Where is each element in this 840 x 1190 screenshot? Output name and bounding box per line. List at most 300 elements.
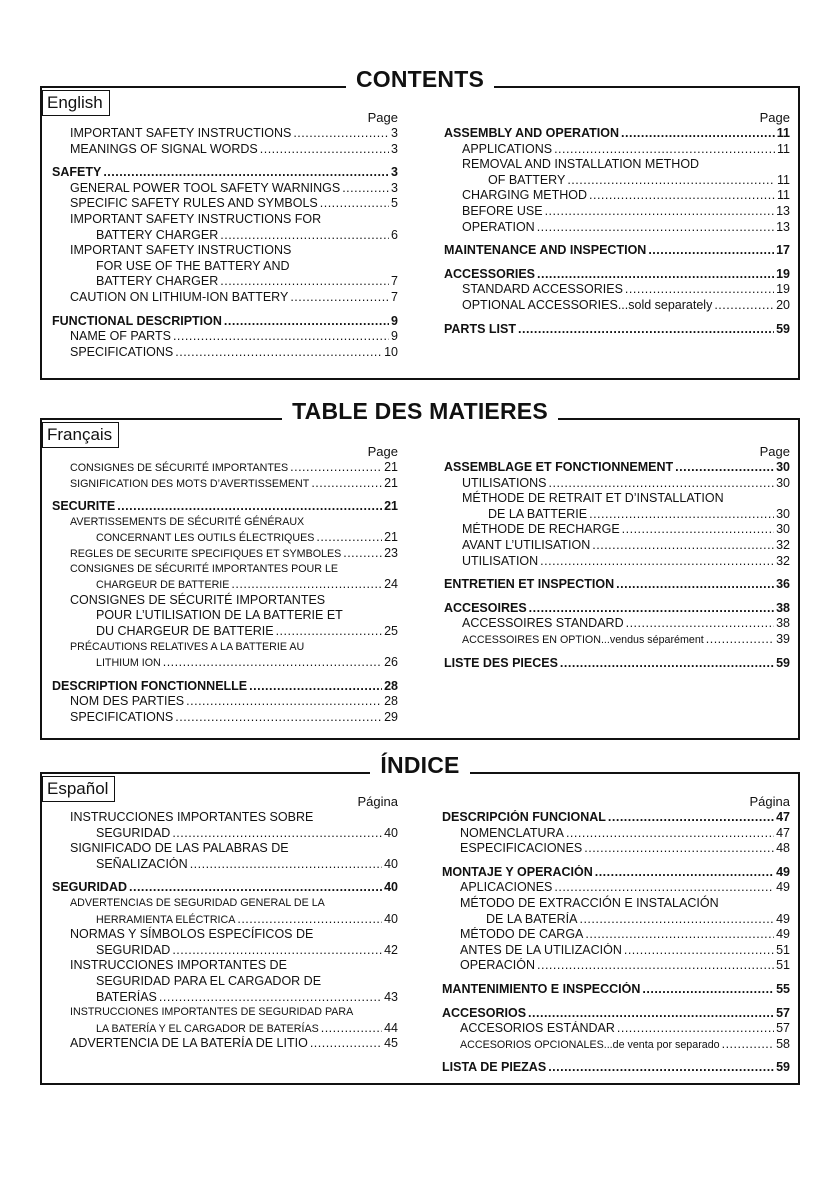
toc-page-number: 13	[776, 203, 790, 218]
toc-page-number: 19	[776, 266, 790, 281]
dot-leader	[566, 826, 774, 842]
toc-page-number: 3	[391, 180, 398, 195]
dot-leader	[642, 982, 774, 998]
toc-entry[interactable]	[52, 826, 398, 842]
toc-page-number: 38	[776, 616, 790, 631]
toc-entry-label: OF BATTERY	[488, 172, 566, 187]
toc-entry[interactable]	[52, 499, 398, 515]
toc-entry[interactable]	[444, 322, 790, 338]
toc-entry-text: CONSIGNES DE SÉCURITÉ IMPORTANTES	[70, 592, 326, 607]
toc-page-number: 51	[776, 942, 790, 957]
toc-gap	[442, 998, 790, 1006]
toc-entry-text: SEGURIDAD PARA EL CARGADOR DE	[96, 973, 322, 988]
toc-page-number: 24	[384, 577, 398, 592]
toc-entry-label: LISTA DE PIEZAS	[442, 1060, 547, 1075]
toc-entry[interactable]	[52, 912, 398, 928]
toc-entry[interactable]	[444, 632, 790, 648]
toc-page-number: 21	[384, 475, 398, 490]
toc-entry[interactable]	[444, 298, 790, 314]
dot-leader	[175, 345, 382, 361]
toc-entry-label: ACCESORIOS	[442, 1005, 527, 1020]
dot-leader	[537, 267, 774, 283]
dot-leader	[159, 990, 382, 1006]
toc-entry[interactable]	[444, 554, 790, 570]
toc-entry-label: ACCESSOIRES STANDARD	[462, 616, 624, 631]
toc-entry[interactable]	[52, 460, 398, 476]
toc-entry-text: INSTRUCCIONES IMPORTANTES DE	[70, 958, 287, 973]
dot-leader	[537, 958, 774, 974]
toc-entry-label: DE LA BATTERIE	[488, 506, 588, 521]
toc-entry[interactable]	[52, 530, 398, 546]
toc-entry[interactable]	[444, 460, 790, 476]
toc-entry[interactable]	[442, 1037, 790, 1053]
dot-leader	[589, 188, 775, 204]
toc-page-number: 48	[776, 841, 790, 856]
toc-entry-label: ACCESSOIRES EN OPTION...vendus séparément	[462, 633, 704, 646]
toc-entry-text: NORMAS Y SÍMBOLOS ESPECÍFICOS DE	[70, 927, 314, 942]
toc-entry[interactable]	[52, 196, 398, 212]
toc-page-number: 3	[391, 141, 398, 156]
toc-page-number: 42	[384, 942, 398, 957]
toc-page-number: 49	[776, 927, 790, 942]
dot-leader	[237, 912, 382, 928]
toc-entry[interactable]	[444, 267, 790, 283]
toc-entry-label: SEGURIDAD	[52, 880, 128, 895]
toc-left-column	[52, 110, 398, 360]
toc-entry-label: CHARGEUR DE BATTERIE	[96, 579, 230, 592]
dot-leader	[186, 694, 382, 710]
dot-leader	[190, 857, 382, 873]
toc-page-number: 11	[777, 188, 790, 203]
toc-entry-label: DESCRIPCIÓN FUNCIONAL	[442, 810, 606, 824]
toc-entry[interactable]	[444, 538, 790, 554]
toc-page-number: 10	[384, 344, 398, 359]
toc-right-column	[442, 794, 790, 1076]
toc-entry[interactable]	[444, 188, 790, 204]
toc-page-number: 30	[776, 460, 790, 474]
toc-right-column	[444, 444, 790, 671]
toc-entry[interactable]	[442, 826, 790, 842]
toc-page-number: 59	[776, 655, 790, 670]
toc-entry[interactable]	[52, 624, 398, 640]
toc-entry[interactable]	[442, 1021, 790, 1037]
toc-entry-label: ASSEMBLAGE ET FONCTIONNEMENT	[444, 460, 674, 474]
section-title: CONTENTS	[346, 66, 494, 92]
toc-page-number: 6	[391, 227, 398, 242]
dot-leader	[624, 943, 774, 959]
toc-entry[interactable]	[52, 165, 398, 181]
toc-entry-list	[52, 460, 398, 726]
toc-entry[interactable]	[52, 274, 398, 290]
toc-entry-label: APLICACIONES	[460, 880, 553, 895]
dot-leader	[276, 624, 383, 640]
section-francais	[40, 398, 800, 740]
page-column-header: Page	[367, 444, 398, 459]
dot-leader	[311, 476, 382, 492]
toc-page-number: 17	[776, 243, 790, 258]
toc-page-number: 20	[776, 297, 790, 312]
toc-entry-label: ACCESOIRES	[444, 600, 527, 615]
toc-entry-label: BATTERY CHARGER	[96, 227, 219, 242]
dot-leader	[320, 196, 389, 212]
toc-page-number: 49	[776, 864, 790, 879]
toc-page-number: 49	[776, 911, 790, 926]
toc-left-column	[52, 444, 398, 726]
toc-page-number: 40	[384, 911, 398, 926]
toc-entry-label: NAME OF PARTS	[70, 329, 171, 344]
toc-gap	[52, 491, 398, 499]
dot-leader	[675, 460, 774, 476]
dot-leader	[220, 228, 389, 244]
dot-leader	[343, 546, 382, 562]
dot-leader	[220, 274, 389, 290]
toc-entry[interactable]	[442, 912, 790, 928]
toc-entry[interactable]	[444, 220, 790, 236]
toc-right-column	[444, 110, 790, 337]
toc-entry-list	[52, 126, 398, 360]
language-label: Français	[42, 422, 119, 448]
dot-leader	[622, 522, 774, 538]
toc-entry-label: ACCESORIOS ESTÁNDAR	[460, 1021, 615, 1036]
toc-entry[interactable]	[52, 710, 398, 726]
dot-leader	[290, 460, 382, 476]
toc-entry-label: IMPORTANT SAFETY INSTRUCTIONS	[70, 126, 292, 140]
toc-entry-label: OPERATION	[462, 219, 535, 234]
toc-entry[interactable]	[52, 694, 398, 710]
toc-entry[interactable]	[444, 507, 790, 523]
toc-left-column	[52, 794, 398, 1052]
dot-leader	[554, 142, 775, 158]
toc-entry-label: SECURITE	[52, 499, 116, 514]
toc-entry[interactable]	[52, 345, 398, 361]
toc-entry[interactable]	[52, 142, 398, 158]
section-english	[40, 66, 800, 380]
toc-entry-label: ESPECIFICACIONES	[460, 841, 583, 856]
toc-page-number: 44	[384, 1020, 398, 1035]
toc-page-number: 47	[776, 825, 790, 840]
toc-entry[interactable]	[52, 314, 398, 330]
toc-page-number: 11	[777, 172, 790, 187]
toc-entry-text: AVERTISSEMENTS DE SÉCURITÉ GÉNÉRAUX	[70, 515, 305, 528]
toc-page-number: 26	[384, 655, 398, 670]
dot-leader	[592, 538, 774, 554]
toc-entry-label: MÉTHODE DE RECHARGE	[462, 522, 620, 537]
dot-leader	[129, 880, 382, 896]
toc-entry[interactable]	[52, 126, 398, 142]
toc-page-number: 13	[776, 219, 790, 234]
toc-page-number: 3	[391, 165, 398, 180]
toc-entry-label: APPLICATIONS	[462, 141, 553, 156]
dot-leader	[621, 126, 775, 142]
dot-leader	[626, 616, 774, 632]
toc-page-number: 29	[384, 709, 398, 724]
toc-page-number: 7	[391, 289, 398, 304]
toc-page-number: 30	[776, 506, 790, 521]
toc-page-number: 58	[776, 1036, 790, 1051]
toc-entry-list	[444, 126, 790, 337]
toc-entry[interactable]	[442, 1060, 790, 1076]
toc-gap	[444, 569, 790, 577]
page-column-header: Page	[367, 110, 398, 125]
dot-leader	[172, 943, 382, 959]
dot-leader	[579, 912, 774, 928]
toc-entry[interactable]	[52, 181, 398, 197]
toc-entry-text: IMPORTANT SAFETY INSTRUCTIONS FOR	[70, 211, 322, 226]
toc-page-number: 40	[384, 825, 398, 840]
toc-entry-label: HERRAMIENTA ELÉCTRICA	[96, 913, 236, 926]
toc-entry[interactable]	[52, 1021, 398, 1037]
toc-page-number: 49	[776, 880, 790, 895]
toc-entry[interactable]	[52, 679, 398, 695]
toc-entry[interactable]	[52, 880, 398, 896]
dot-leader	[293, 126, 389, 142]
toc-page-number: 55	[776, 981, 790, 996]
dot-leader	[249, 679, 382, 695]
toc-entry-label: SEGURIDAD	[96, 942, 171, 957]
toc-entry-label: CAUTION ON LITHIUM-ION BATTERY	[70, 289, 289, 304]
toc-entry[interactable]	[444, 173, 790, 189]
section-title: ÍNDICE	[370, 752, 469, 778]
toc-entry-label: SEGURIDAD	[96, 825, 171, 840]
toc-page-number: 7	[391, 274, 398, 289]
toc-page-number: 57	[776, 1005, 790, 1020]
toc-page-number: 57	[776, 1021, 790, 1036]
toc-page-number: 28	[384, 694, 398, 709]
toc-entry-label: UTILISATION	[462, 553, 539, 568]
toc-entry-label: DESCRIPTION FONCTIONNELLE	[52, 678, 248, 693]
dot-leader	[608, 810, 774, 826]
dot-leader	[518, 322, 774, 338]
toc-entry-text: INSTRUCCIONES IMPORTANTES DE SEGURIDAD PARA	[70, 1006, 354, 1019]
toc-entry[interactable]	[442, 865, 790, 881]
toc-entry-label: FUNCTIONAL DESCRIPTION	[52, 313, 222, 328]
toc-entry-label: UTILISATIONS	[462, 475, 547, 490]
toc-entry-label: DU CHARGEUR DE BATTERIE	[96, 623, 274, 638]
toc-page-number: 30	[776, 522, 790, 537]
toc-entry-label: LA BATERÍA Y EL CARGADOR DE BATERÍAS	[96, 1022, 319, 1035]
toc-page-number: 5	[391, 196, 398, 211]
language-label: Español	[42, 776, 115, 802]
toc-entry-label: BATTERY CHARGER	[96, 274, 219, 289]
toc-entry-text: IMPORTANT SAFETY INSTRUCTIONS	[70, 243, 292, 258]
dot-leader	[172, 826, 382, 842]
toc-entry-list	[442, 810, 790, 1076]
toc-entry-label: PARTS LIST	[444, 321, 516, 336]
toc-entry-label: SPECIFICATIONS	[70, 709, 174, 724]
toc-page-number: 59	[776, 1060, 790, 1075]
toc-page-number: 23	[384, 545, 398, 560]
toc-page-number: 19	[776, 282, 790, 297]
toc-entry[interactable]	[444, 476, 790, 492]
toc-entry-label: ADVERTENCIA DE LA BATERÍA DE LITIO	[70, 1036, 308, 1051]
toc-entry[interactable]	[52, 577, 398, 593]
dot-leader	[714, 298, 774, 314]
toc-entry-label: BATERÍAS	[96, 989, 157, 1004]
toc-entry[interactable]	[444, 126, 790, 142]
toc-page-number: 9	[391, 329, 398, 344]
dot-leader	[584, 841, 774, 857]
section-title: TABLE DES MATIERES	[282, 398, 558, 424]
dot-leader	[545, 204, 775, 220]
toc-entry-label: MEANINGS OF SIGNAL WORDS	[70, 141, 258, 156]
section-heading	[42, 66, 798, 93]
toc-entry[interactable]	[52, 943, 398, 959]
toc-entry-label: ACCESORIOS OPCIONALES...de venta por separado	[460, 1038, 720, 1051]
toc-entry[interactable]	[52, 228, 398, 244]
toc-page-number: 59	[776, 321, 790, 336]
toc-page-number: 32	[776, 537, 790, 552]
dot-leader	[260, 142, 389, 158]
dot-leader	[321, 1021, 382, 1037]
toc-page-number: 25	[384, 623, 398, 638]
dot-leader	[548, 1060, 774, 1076]
section-espanol	[40, 752, 800, 1085]
toc-entry-label: MAINTENANCE AND INSPECTION	[444, 243, 647, 258]
dot-leader	[567, 173, 775, 189]
toc-page-number: 38	[776, 600, 790, 615]
toc-entry-label: SPECIFICATIONS	[70, 344, 174, 359]
toc-page-number: 11	[776, 126, 790, 140]
toc-entry-text: REMOVAL AND INSTALLATION METHOD	[462, 157, 700, 172]
toc-entry[interactable]	[52, 1036, 398, 1052]
toc-entry[interactable]	[444, 243, 790, 259]
toc-entry[interactable]	[442, 927, 790, 943]
toc-entry-text: FOR USE OF THE BATTERY AND	[96, 258, 290, 273]
toc-gap	[444, 235, 790, 243]
toc-entry[interactable]	[52, 546, 398, 562]
toc-entry[interactable]	[52, 476, 398, 492]
toc-page-number: 30	[776, 475, 790, 490]
toc-page-number: 3	[391, 126, 398, 140]
page-column-header: Página	[749, 794, 790, 809]
toc-entry[interactable]	[442, 958, 790, 974]
toc-entry[interactable]	[52, 857, 398, 873]
toc-entry-list	[444, 460, 790, 671]
dot-leader	[528, 1006, 774, 1022]
toc-entry-text: POUR L’UTILISATION DE LA BATTERIE ET	[96, 608, 343, 623]
toc-entry-text: SIGNIFICADO DE LAS PALABRAS DE	[70, 841, 289, 856]
toc-page-number: 21	[384, 460, 398, 474]
toc-entry[interactable]	[444, 577, 790, 593]
toc-page-number: 51	[776, 958, 790, 973]
toc-entry[interactable]	[52, 290, 398, 306]
toc-entry[interactable]	[444, 142, 790, 158]
dot-leader	[589, 507, 774, 523]
section-heading	[42, 398, 798, 425]
toc-entry[interactable]	[442, 810, 790, 826]
dot-leader	[625, 282, 774, 298]
toc-entry[interactable]	[444, 616, 790, 632]
toc-entry-text: MÉTODO DE EXTRACCIÓN E INSTALACIÓN	[460, 895, 719, 910]
dot-leader	[537, 220, 774, 236]
toc-entry-text: PRÉCAUTIONS RELATIVES A LA BATTERIE AU	[70, 640, 305, 653]
dot-leader	[549, 476, 775, 492]
toc-entry-label: BEFORE USE	[462, 203, 543, 218]
dot-leader	[585, 927, 774, 943]
dot-leader	[290, 290, 389, 306]
toc-entry-text: MÉTHODE DE RETRAIT ET D’INSTALLATION	[462, 491, 724, 506]
dot-leader	[560, 656, 774, 672]
dot-leader	[103, 165, 389, 181]
toc-entry-label: LITHIUM ION	[96, 657, 161, 670]
toc-entry[interactable]	[52, 990, 398, 1006]
toc-page-number: 21	[384, 530, 398, 545]
dot-leader	[529, 601, 774, 617]
toc-gap	[444, 593, 790, 601]
toc-entry-label: CONCERNANT LES OUTILS ÉLECTRIQUES	[96, 532, 315, 545]
toc-entry-label: ACCESSORIES	[444, 266, 535, 281]
toc-page-number: 32	[776, 553, 790, 568]
toc-gap	[444, 259, 790, 267]
toc-entry-label: NOM DES PARTIES	[70, 694, 185, 709]
toc-entry-label: ANTES DE LA UTILIZACIÓN	[460, 942, 622, 957]
toc-gap	[442, 1052, 790, 1060]
toc-page-number: 9	[391, 313, 398, 328]
toc-entry[interactable]	[52, 655, 398, 671]
toc-entry-label: ENTRETIEN ET INSPECTION	[444, 577, 615, 592]
toc-gap	[52, 872, 398, 880]
dot-leader	[722, 1037, 775, 1053]
dot-leader	[316, 530, 382, 546]
toc-entry-label: REGLES DE SECURITE SPECIFIQUES ET SYMBOLES	[70, 547, 342, 560]
toc-entry-label: AVANT L’UTILISATION	[462, 537, 591, 552]
toc-page-number: 45	[384, 1036, 398, 1051]
dot-leader	[310, 1036, 382, 1052]
toc-page-number: 21	[384, 499, 398, 514]
toc-entry-list	[52, 810, 398, 1052]
dot-leader	[617, 1021, 774, 1037]
toc-entry[interactable]	[52, 329, 398, 345]
toc-gap	[442, 974, 790, 982]
dot-leader	[175, 710, 382, 726]
toc-entry[interactable]	[442, 841, 790, 857]
toc-entry[interactable]	[442, 982, 790, 998]
toc-entry-label: SPECIFIC SAFETY RULES AND SYMBOLS	[70, 196, 318, 211]
toc-entry-label: CONSIGNES DE SÉCURITÉ IMPORTANTES	[70, 462, 289, 474]
toc-page-number: 28	[384, 678, 398, 693]
toc-entry-label: MÉTODO DE CARGA	[460, 927, 584, 942]
toc-entry-label: SIGNIFICATION DES MOTS D’AVERTISSEMENT	[70, 477, 310, 490]
toc-entry[interactable]	[444, 601, 790, 617]
toc-page-number: 11	[777, 141, 790, 156]
dot-leader	[173, 329, 389, 345]
toc-entry[interactable]	[442, 1006, 790, 1022]
toc-entry-label: DE LA BATERÍA	[486, 911, 578, 926]
toc-entry-label: SAFETY	[52, 165, 102, 180]
toc-entry[interactable]	[444, 282, 790, 298]
toc-gap	[52, 306, 398, 314]
toc-page-number: 40	[384, 856, 398, 871]
toc-page-number: 39	[776, 631, 790, 646]
toc-entry[interactable]	[444, 522, 790, 538]
dot-leader	[648, 243, 774, 259]
dot-leader	[224, 314, 389, 330]
toc-gap	[442, 857, 790, 865]
toc-entry-label: NOMENCLATURA	[460, 825, 564, 840]
toc-page-number: 47	[776, 810, 790, 824]
toc-entry-label: OPTIONAL ACCESSORIES...sold separately	[462, 297, 713, 312]
toc-entry-label: MONTAJE Y OPERACIÓN	[442, 864, 593, 879]
toc-entry[interactable]	[444, 204, 790, 220]
toc-entry[interactable]	[442, 880, 790, 896]
dot-leader	[616, 577, 774, 593]
toc-entry[interactable]	[444, 656, 790, 672]
toc-page-number: 43	[384, 989, 398, 1004]
dot-leader	[554, 880, 774, 896]
toc-entry-label: MANTENIMIENTO E INSPECCIÓN	[442, 981, 641, 996]
toc-page-number: 40	[384, 880, 398, 895]
toc-entry[interactable]	[442, 943, 790, 959]
